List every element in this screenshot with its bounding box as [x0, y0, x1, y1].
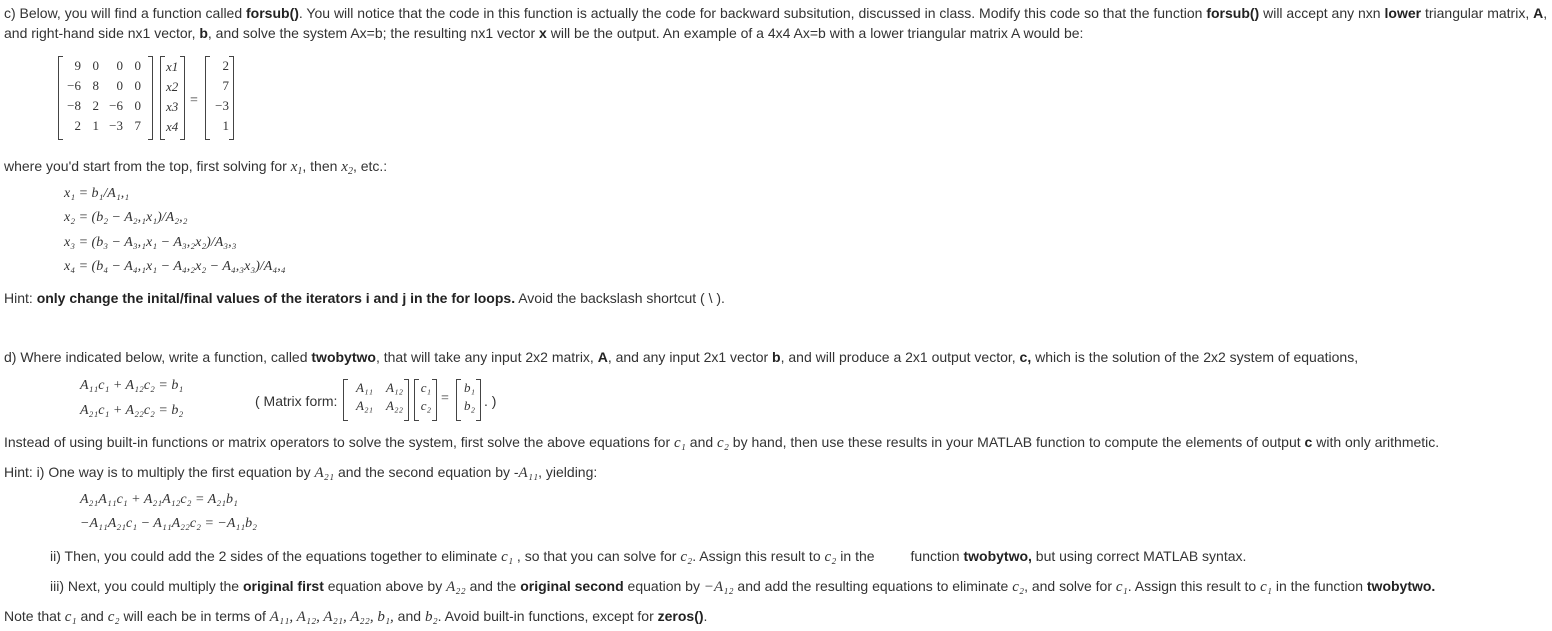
text: and — [76, 608, 108, 624]
right-bracket — [148, 56, 153, 140]
text: c) Below, you will find a function called — [4, 5, 247, 21]
matrix-cell: −8 — [67, 98, 81, 113]
matrix-cell: −3 — [109, 118, 123, 133]
text: Hint: i) One way is to multiply the first equation by — [4, 464, 315, 480]
vector-cell: x4 — [166, 119, 179, 134]
text: equation above by — [323, 578, 447, 594]
where-line — [4, 157, 387, 178]
forsub-name: forsub() — [1206, 5, 1260, 21]
hint-line-c — [4, 289, 725, 307]
text: , and solve the system Ax=b; the resulting nx1 vector — [207, 25, 540, 41]
hint-i-line — [4, 463, 597, 482]
lower-bold: lower — [1384, 5, 1422, 21]
right-bracket — [404, 379, 409, 421]
equals-sign: = — [190, 93, 198, 108]
text: but using correct MATLAB syntax. — [1031, 548, 1247, 564]
A-bold: A — [1533, 5, 1544, 21]
A22-inline: A₂₂ — [446, 579, 466, 595]
hint-ii-line — [50, 547, 1246, 566]
text: . Assign this result to — [692, 548, 825, 564]
text: and the second equation by - — [334, 464, 519, 480]
system-eq-1: A₁₁c₁ + A₁₂c₂ = b₁ — [80, 378, 184, 393]
text: where you'd start from the top, first solving for — [4, 158, 291, 174]
part-d-line-1 — [4, 348, 1358, 366]
vector-cell: c₁ — [420, 380, 431, 395]
c2-inline: c₂ — [1012, 579, 1025, 595]
instead-line — [4, 433, 1439, 452]
text: , then — [302, 158, 342, 174]
text: , yielding: — [538, 464, 598, 480]
text: will each be in terms of — [119, 608, 270, 624]
text: in the function — [1271, 578, 1367, 594]
vector-x — [166, 57, 178, 137]
matrix-cell: 0 — [134, 98, 141, 113]
text: Hint: — [4, 290, 37, 306]
text: triangular matrix, — [1421, 5, 1534, 21]
variable-list: A₁₁, A₁₂, A₂₁, A₂₂, b₁, — [269, 609, 394, 625]
left-bracket — [160, 56, 165, 140]
vector-cell: c₂ — [420, 398, 431, 413]
text: ii) Then, you could add the 2 sides of the equations together to eliminate — [50, 548, 502, 564]
text: d) Where indicated below, write a function, called — [4, 349, 312, 365]
vector-cell: x1 — [166, 59, 179, 74]
matrix-cell: A₁₂ — [386, 380, 403, 395]
matrix-A2 — [346, 380, 406, 414]
matrix-form-close: . ) — [484, 393, 497, 409]
right-bracket — [432, 379, 437, 421]
vector-cell: −3 — [215, 98, 229, 113]
text: , and any input 2x1 vector — [607, 349, 773, 365]
c2-inline: c₂ — [717, 435, 729, 451]
matrix-cell: A₂₁ — [356, 398, 373, 413]
text: Avoid the backslash shortcut ( \ ). — [515, 290, 725, 306]
original-first-bold: original first — [242, 578, 324, 594]
matrix-cell: 1 — [92, 118, 99, 133]
twobytwo-bold: twobytwo. — [1366, 578, 1436, 594]
equation-x1: x₁ = b₁/A₁,₁ — [64, 186, 130, 201]
equation-x4: x₄ = (b₄ − A₄,₁x₁ − A₄,₂x₂ − A₄,₃x₃)/A₄,₄ — [64, 259, 286, 274]
c1-inline: c₁ — [64, 609, 77, 625]
A-bold: A — [597, 349, 608, 365]
text: and — [685, 434, 718, 450]
text: , and will produce a 2x1 output vector, — [780, 349, 1020, 365]
c2-inline: c₂ — [824, 549, 837, 565]
text: Note that — [4, 608, 65, 624]
text: and add the resulting equations to eliminate — [733, 578, 1013, 594]
matrix-cell: 9 — [74, 58, 81, 73]
matrix-cell: 0 — [116, 58, 123, 73]
equation-x2: x₂ = (b₂ − A₂,₁x₁)/A₂,₂ — [64, 210, 188, 225]
matrix-form-label: ( Matrix form: — [255, 393, 338, 409]
equation-x3: x₃ = (b₃ − A₃,₁x₁ − A₃,₂x₂)/A₃,₃ — [64, 235, 237, 250]
vector-b2 — [458, 380, 478, 414]
vector-cell: x3 — [166, 99, 179, 114]
A21-inline: A₂₁ — [314, 465, 335, 481]
matrix-cell: 0 — [92, 58, 99, 73]
minus-A12-inline: −A₁₂ — [703, 579, 734, 595]
text: , so that you can solve for — [513, 548, 681, 564]
text: , etc.: — [352, 158, 388, 174]
equals-sign: = — [441, 391, 449, 406]
text: . Assign this result to — [1127, 578, 1261, 594]
note-line — [4, 607, 707, 626]
text: which is the solution of the 2x2 system of equations, — [1031, 349, 1359, 365]
vector-cell: 1 — [222, 118, 229, 133]
matrix-A — [62, 58, 144, 134]
c2-inline: c₂ — [107, 609, 120, 625]
text: , that will take any input 2x2 matrix, — [375, 349, 598, 365]
b-bold: b — [772, 349, 781, 365]
vector-cell: 7 — [222, 78, 229, 93]
text: , — [1543, 5, 1548, 21]
hint-iii-line — [50, 577, 1435, 596]
text: will be the output. An example of a 4x4 Ax=b with a lower triangular matrix A would be: — [546, 25, 1084, 41]
text: will accept any nxn — [1259, 5, 1385, 21]
text: equation by — [623, 578, 704, 594]
twobytwo-bold: twobytwo, — [963, 548, 1032, 564]
matrix-cell: 8 — [92, 78, 99, 93]
yielding-eq-2: −A₁₁A₂₁c₁ − A₁₁A₂₂c₂ = −A₁₁b₂ — [80, 516, 257, 531]
text: Instead of using built-in functions or matrix operators to solve the system, first solve the above equations for — [4, 434, 675, 450]
b-bold: b — [199, 25, 208, 41]
matrix-cell: 0 — [134, 58, 141, 73]
right-bracket — [229, 56, 234, 140]
text: . — [703, 608, 708, 624]
text: in the — [836, 548, 875, 564]
x1-inline: $x_1$ — [290, 159, 303, 177]
matrix-cell: A₁₁ — [356, 380, 373, 395]
text: and the — [465, 578, 521, 594]
vector-cell: 2 — [222, 58, 229, 73]
text: with only arithmetic. — [1312, 434, 1440, 450]
vector-cell: b₁ — [463, 380, 475, 395]
matrix-cell: A₂₂ — [386, 398, 403, 413]
c2-inline: c₂ — [680, 549, 693, 565]
matrix-cell: −6 — [67, 78, 81, 93]
A11-inline: A₁₁ — [518, 465, 539, 481]
text: and — [393, 608, 425, 624]
twobytwo-name: twobytwo — [311, 349, 376, 365]
b2-inline: b₂ — [424, 609, 438, 625]
hint-bold: only change the inital/final values of the iterators i and j in the for loops. — [36, 290, 516, 306]
matrix-cell: 0 — [134, 78, 141, 93]
system-eq-2: A₂₁c₁ + A₂₂c₂ = b₂ — [80, 403, 184, 418]
x-bold: x — [539, 25, 547, 41]
matrix-cell: 7 — [134, 118, 141, 133]
c1-inline: c₁ — [501, 549, 514, 565]
text: by hand, then use these results in your MATLAB function to compute the elements of output — [728, 434, 1305, 450]
matrix-cell: −6 — [109, 98, 123, 113]
original-second-bold: original second — [520, 578, 624, 594]
text: and right-hand side nx1 vector, — [4, 25, 200, 41]
zeros-bold: zeros() — [657, 608, 704, 624]
x2-inline: $x_2$ — [341, 159, 353, 177]
yielding-eq-1: A₂₁A₁₁c₁ + A₂₁A₁₂c₂ = A₂₁b₁ — [80, 492, 238, 507]
part-c-line-2 — [4, 24, 1083, 42]
matrix-cell: 2 — [92, 98, 99, 113]
vector-cell: x2 — [166, 79, 179, 94]
c1-inline: c₁ — [674, 435, 686, 451]
matrix-cell: 0 — [116, 78, 123, 93]
right-bracket — [180, 56, 185, 140]
c-bold: c, — [1019, 349, 1032, 365]
c-bold: c — [1304, 434, 1313, 450]
text: , and solve for — [1024, 578, 1116, 594]
text: function — [910, 548, 964, 564]
part-c-line-1 — [4, 4, 1547, 22]
right-bracket — [476, 379, 481, 421]
c1-inline: c₁ — [1260, 579, 1272, 595]
vector-cell: b₂ — [463, 398, 475, 413]
c1-inline: c₁ — [1115, 579, 1128, 595]
matrix-cell: 2 — [74, 118, 81, 133]
text: . You will notice that the code in this function is actually the code for backward subsitution, discussed in class. Modify this code so that the function — [298, 5, 1207, 21]
forsub-name: forsub() — [246, 5, 299, 21]
text: . Avoid built-in functions, except for — [437, 608, 658, 624]
text: iii) Next, you could multiply the — [50, 578, 243, 594]
